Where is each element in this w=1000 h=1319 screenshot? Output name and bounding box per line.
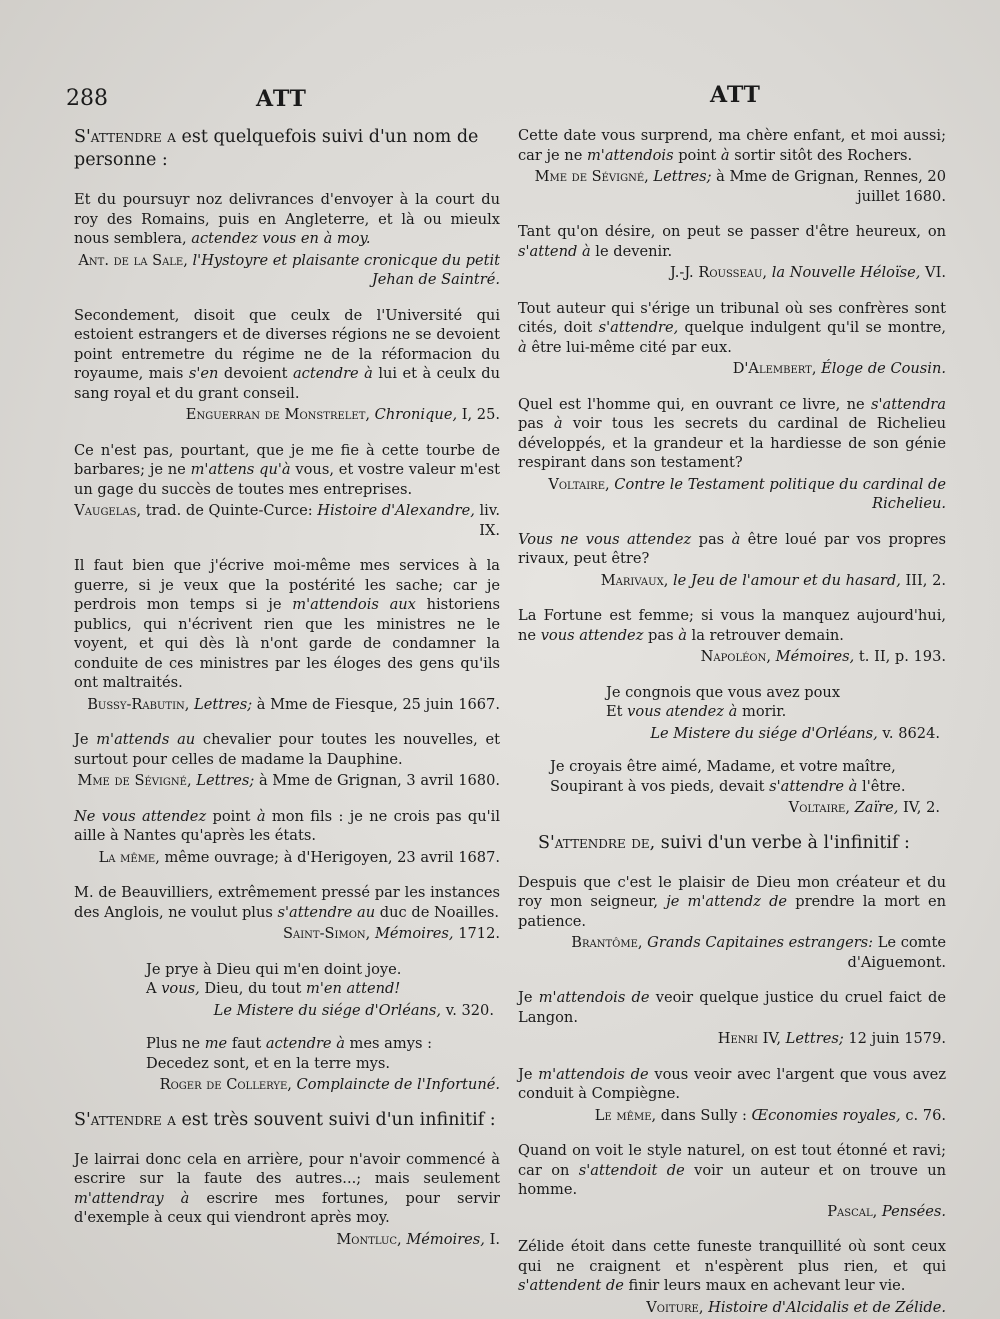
- citation-author: Voltaire,: [788, 799, 850, 816]
- citation-author: Montluc,: [336, 1230, 402, 1248]
- citation: Cette date vous surprend, ma chère enfant, et moi aussi; car je ne m'attendois point à sortir sitôt des Rochers. Mme de Sévigné, Lettres; à Mme de Grignan, Rennes, 20 juillet 1680.: [518, 127, 946, 205]
- verse-citation: Je congnois que vous avez poux Et vous atendez à morir. Le Mistere du siége d'Orléans, v. 8624.: [606, 683, 940, 742]
- citation-author: Enguerran de Monstrelet,: [185, 406, 371, 423]
- citation: Despuis que c'est le plaisir de Dieu mon créateur et du roy mon seigneur, je m'attendz de prendre la mort en patience. Brantôme, Grands Capitaines estrangers: Le comte d'Aiguemont.: [518, 873, 947, 971]
- citation: Il faut bien que j'écrive moi-même mes services à la guerre, si je veux que la postérité les sache; car je perdrois mon temps si je m'attendois aux historiens publics, qui n'écrivent rien que les ministres ne le voyent, et qui dès là n'ont garde de condamner la conduite de ces ministres par les éloges des gens qu'ils ont maltraités. Bussy-Rabutin, Lettres; à Mme de Fiesque, 25 juin 1667.: [74, 557, 500, 713]
- citation: La Fortune est femme; si vous la manquez aujourd'hui, ne vous attendez pas à la retrouver demain. Napoléon, Mémoires, t. II, p. 193.: [518, 607, 946, 665]
- citation: Je m'attendois de veoir quelque justice du cruel faict de Langon. Henri IV, Lettres; 12 juin 1579.: [518, 989, 946, 1047]
- citation: Tant qu'on désire, on peut se passer d'être heureux, on s'attend à le devenir. J.-J. Rousseau, la Nouvelle Héloïse, VI.: [518, 223, 946, 281]
- section-heading: S'attendre a est quelquefois suivi d'un nom de personne :: [74, 127, 479, 170]
- citation: Et du poursuyr noz delivrances d'envoyer à la court du roy des Romains, puis en Angleterre, et là ou mieulx nous semblera, actendez vous en à moy. Ant. de la Sale, l'Hystoyre et plaisante cronicque du petit Jehan de Saintré.: [74, 191, 500, 288]
- citation-author: Brantôme,: [571, 934, 643, 951]
- citation: Ne vous attendez point à mon fils : je ne crois pas qu'il aille à Nantes qu'après les états. La même, même ouvrage; à d'Herigoyen, 23 avril 1687.: [74, 807, 500, 866]
- citation-author: D'Alembert,: [732, 360, 817, 377]
- citation: Je lairrai donc cela en arrière, pour n'avoir commencé à escrire sur la faute des autres...; mais seulement m'attendray à escrire mes fortunes, pour servir d'exemple à ceux qui viendront après moy. Montluc, Mémoires, I.: [74, 1150, 500, 1248]
- citation: Secondement, disoit que ceulx de l'Université qui estoient estrangers et de diverses régions ne se devoient point entremetre du régime ne de la réformacion du royaume, mais s'en devoient actendre à lui et à ceulx du sang royal et du grant conseil. Enguerran de Monstrelet, Chronique, I, 25.: [74, 306, 501, 423]
- page-header: [0, 82, 1000, 122]
- citation-author: Voiture,: [646, 1298, 704, 1316]
- citation-author: Bussy-Rabutin,: [87, 695, 190, 713]
- right-running-head: ATT: [710, 82, 761, 108]
- citation-author: Ant. de la Sale,: [78, 251, 188, 269]
- citation-author: Le même,: [594, 1106, 657, 1124]
- citation: M. de Beauvilliers, extrêmement pressé par les instances des Anglois, ne voulut plus s'attendre au duc de Noailles. Saint-Simon, Mémoires, 1712.: [74, 884, 500, 942]
- page-number: 288: [66, 86, 108, 111]
- citation-author: Roger de Collerye,: [159, 1076, 292, 1093]
- citation-author: Voltaire,: [548, 475, 610, 493]
- citation-author: J.-J. Rousseau,: [670, 264, 768, 281]
- citation-author: Vaugelas,: [74, 502, 142, 519]
- section-heading: S'attendre a est très souvent suivi d'un infinitif :: [74, 1109, 496, 1130]
- citation: Vous ne vous attendez pas à être loué par vos propres rivaux, peut être? Marivaux, le Jeu de l'amour et du hasard, III, 2.: [518, 530, 947, 589]
- citation: Ce n'est pas, pourtant, que je me fie à cette tourbe de barbares; je ne m'attens qu'à vous, et vostre valeur m'est un gage du succès de toutes mes entreprises. Vaugelas, trad. de Quinte-Curce: Histoire d'Alexandre, liv. IX.: [74, 441, 500, 539]
- citation-author: Mme de Sévigné,: [534, 168, 649, 185]
- citation-author: Napoléon,: [700, 648, 772, 665]
- right-column: [518, 126, 946, 1319]
- citation: Tout auteur qui s'érige un tribunal où ses confrères sont cités, doit s'attendre, quelque indulgent qu'il se montre, à être lui-même cité par eux. D'Alembert, Éloge de Cousin.: [518, 299, 946, 377]
- verse-citation: Je croyais être aimé, Madame, et votre maître, Soupirant à vos pieds, devait s'attendre à l'être. Voltaire, Zaïre, IV, 2.: [550, 758, 940, 816]
- left-column: [74, 126, 500, 1265]
- citation: Je m'attendois de vous veoir avec l'argent que vous avez conduit à Compiègne. Le même, dans Sully : Œconomies royales, c. 76.: [518, 1065, 947, 1124]
- citation: Je m'attends au chevalier pour toutes les nouvelles, et surtout pour celles de madame la Dauphine. Mme de Sévigné, Lettres; à Mme de Grignan, 3 avril 1680.: [74, 731, 500, 789]
- citation: Zélide étoit dans cette funeste tranquillité où sont ceux qui ne craignent et n'espèrent plus rien, et qui s'attendent de finir leurs maux en achevant leur vie. Voiture, Histoire d'Alcidalis et de Zélide.: [518, 1238, 946, 1316]
- left-running-head: ATT: [256, 86, 307, 112]
- citation-author: Marivaux,: [600, 571, 669, 589]
- citation-author: Saint-Simon,: [283, 925, 371, 942]
- verse-citation: Plus ne me faut actendre à mes amys : Decedez sont, et en la terre mys. Roger de Collerye, Complaincte de l'Infortuné.: [146, 1035, 500, 1093]
- section-heading: S'attendre de, suivi d'un verbe à l'infinitif :: [538, 832, 910, 853]
- verse-citation: Je prye à Dieu qui m'en doint joye. A vous, Dieu, du tout m'en attend! Le Mistere du siége d'Orléans, v. 320.: [146, 960, 494, 1019]
- citation: Quand on voit le style naturel, on est tout étonné et ravi; car on s'attendoit de voir un auteur et on trouve un homme. Pascal, Pensées.: [518, 1142, 947, 1220]
- citation-author: Pascal,: [827, 1202, 878, 1220]
- citation: Quel est l'homme qui, en ouvrant ce livre, ne s'attendra pas à voir tous les secrets du cardinal de Richelieu développés, et la grandeur et la hardiesse de son génie respirant dans son testament? Voltaire, Contre le Testament politique du cardinal de Richelieu.: [518, 395, 946, 512]
- citation-author: La même,: [98, 848, 160, 866]
- citation-author: Henri IV,: [717, 1030, 782, 1047]
- citation-author: Mme de Sévigné,: [77, 772, 192, 789]
